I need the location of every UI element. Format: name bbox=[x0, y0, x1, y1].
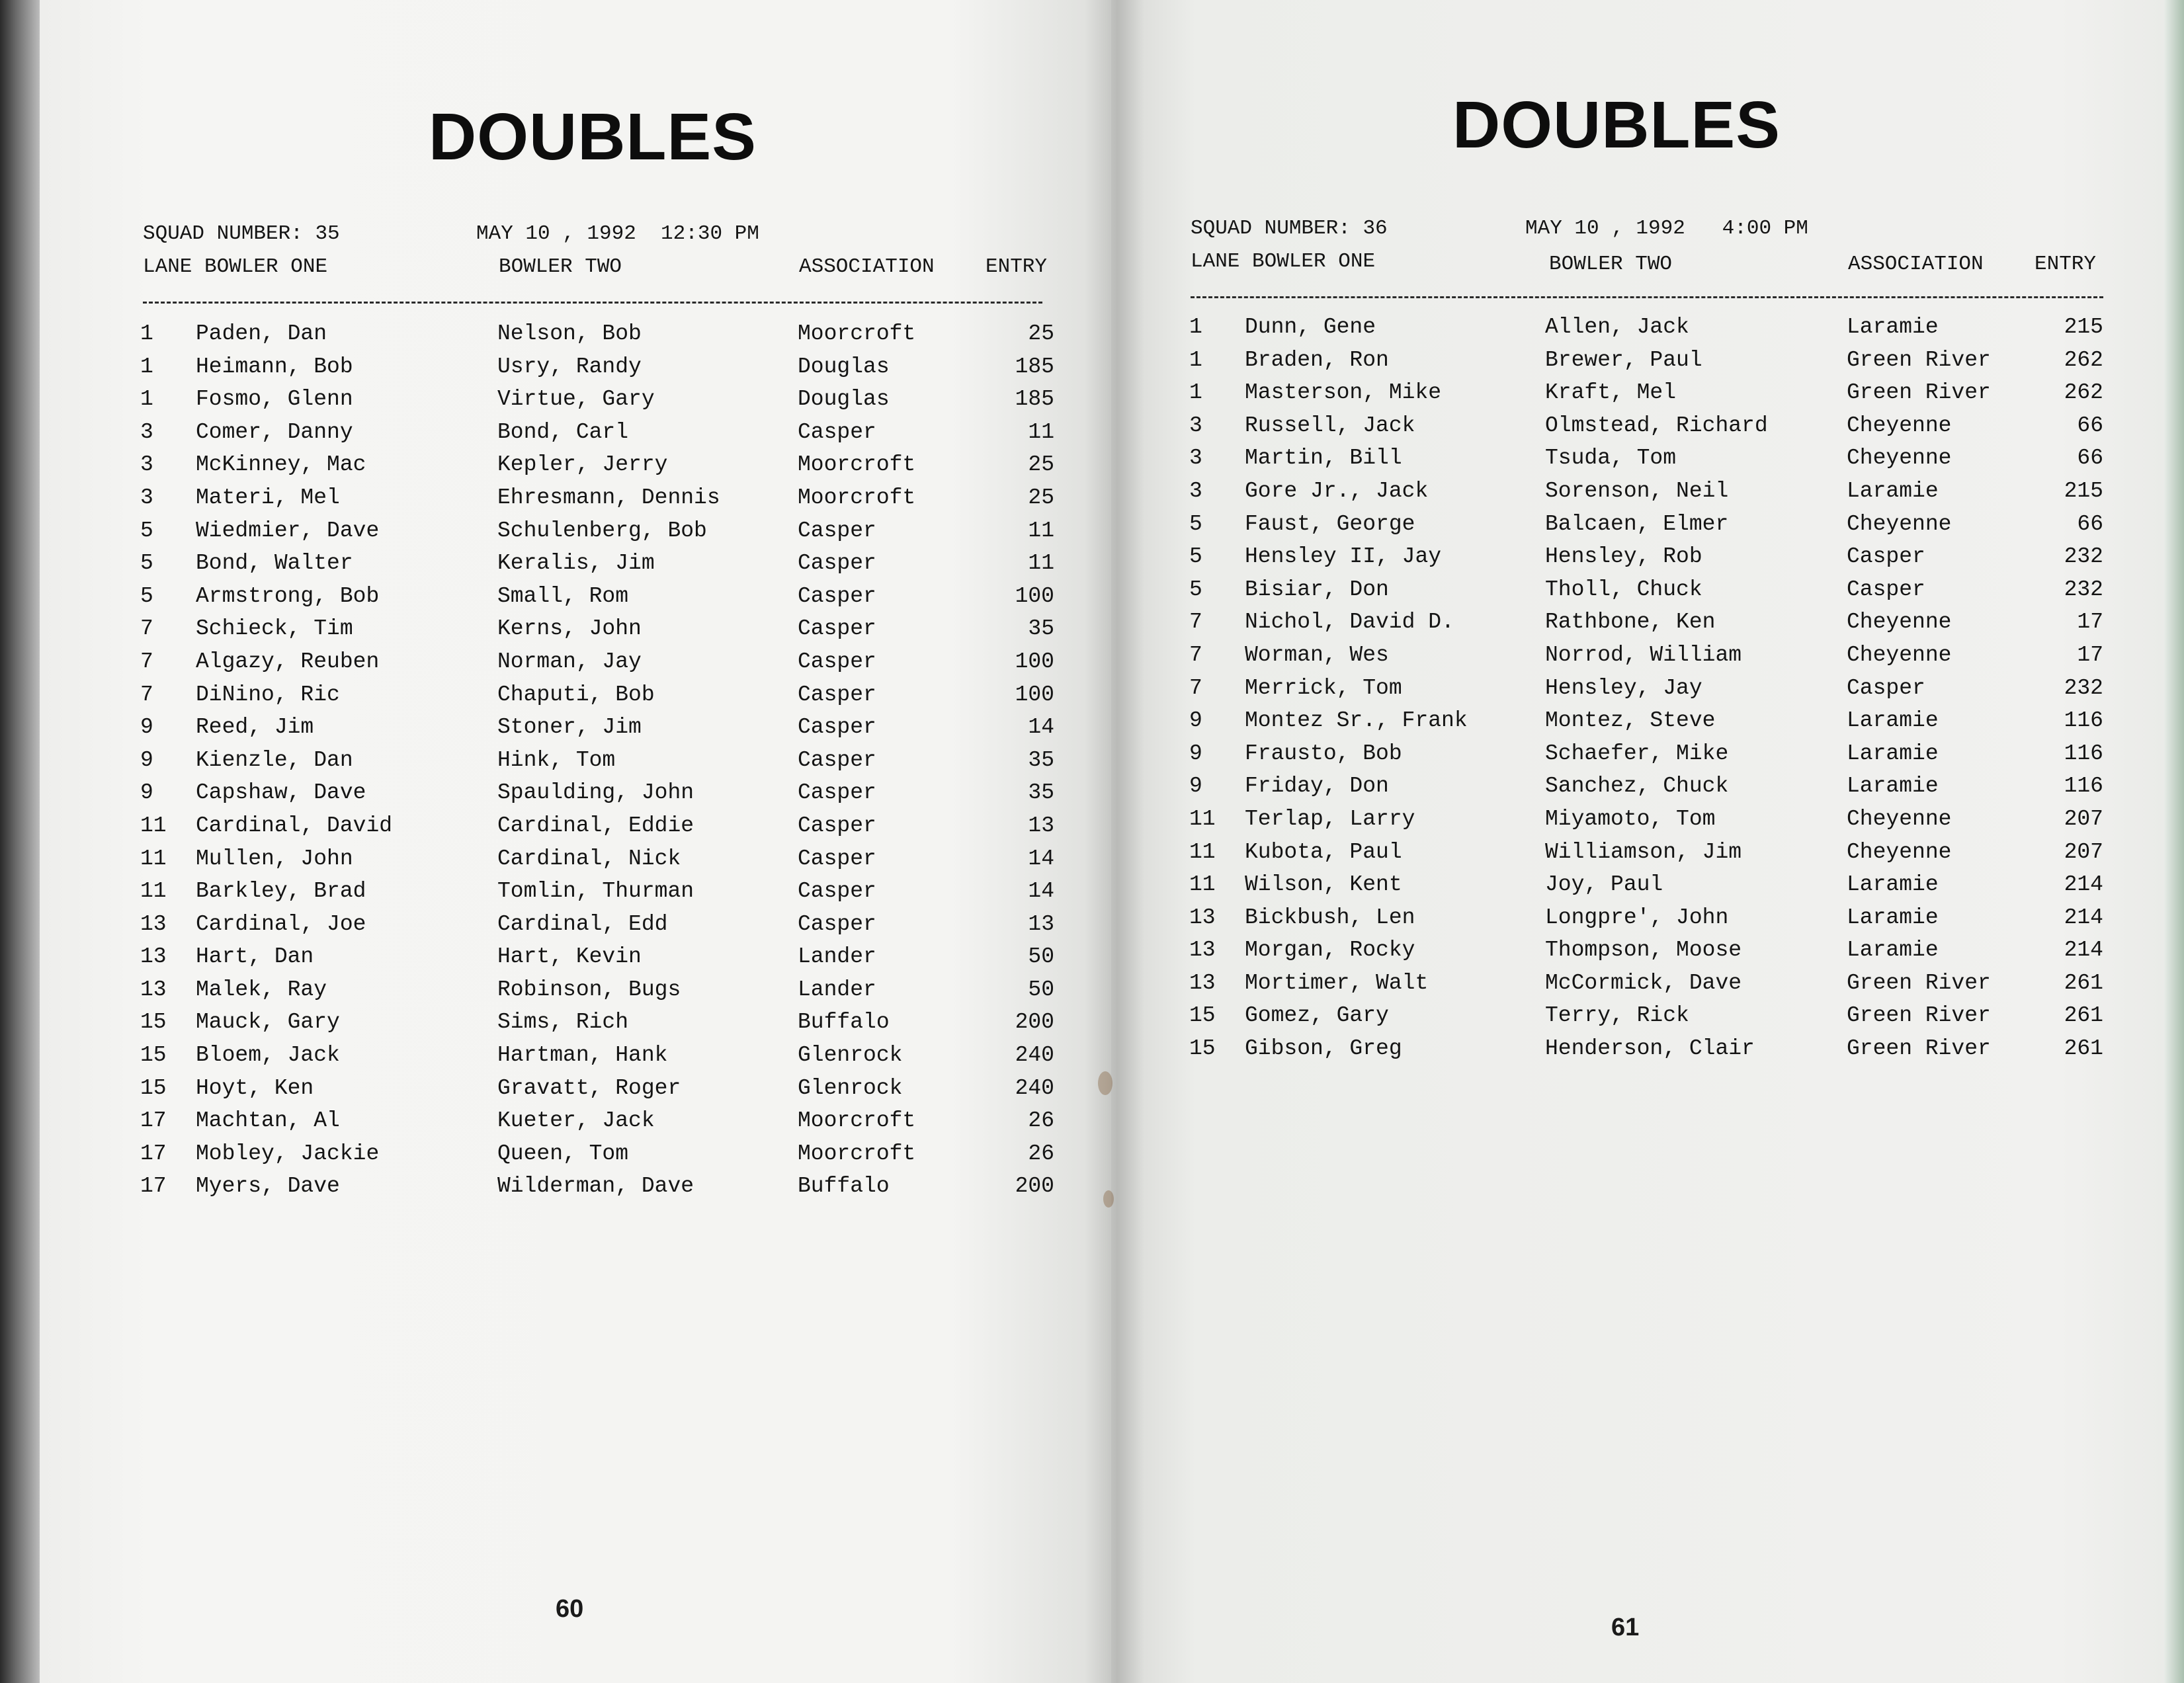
entry-cell: 214 bbox=[2064, 905, 2103, 930]
lane-cell: 3 bbox=[1189, 413, 1202, 438]
dashed-separator bbox=[143, 302, 1042, 304]
association-cell: Green River bbox=[1847, 1003, 1991, 1028]
entry-cell: 50 bbox=[1028, 944, 1054, 969]
entry-cell: 66 bbox=[2077, 413, 2103, 438]
lane-cell: 7 bbox=[140, 682, 153, 707]
entry-cell: 185 bbox=[1015, 387, 1054, 412]
entry-cell: 215 bbox=[2064, 478, 2103, 503]
column-header-lane-bowler-one: LANE BOWLER ONE bbox=[143, 255, 328, 278]
bowler-two-cell: Cardinal, Eddie bbox=[497, 813, 694, 838]
lane-cell: 11 bbox=[1189, 872, 1216, 897]
lane-cell: 13 bbox=[1189, 905, 1216, 930]
bowler-two-cell: Kepler, Jerry bbox=[497, 452, 668, 477]
bowler-one-cell: Bond, Walter bbox=[196, 551, 353, 576]
lane-cell: 5 bbox=[140, 518, 153, 543]
bowler-two-cell: Montez, Steve bbox=[1545, 708, 1716, 733]
bowler-two-cell: Keralis, Jim bbox=[497, 551, 655, 576]
association-cell: Casper bbox=[798, 715, 876, 740]
bowler-one-cell: Merrick, Tom bbox=[1245, 675, 1402, 700]
table-row bbox=[0, 446, 2184, 479]
entry-cell: 13 bbox=[1028, 911, 1054, 936]
table-row bbox=[0, 938, 2184, 971]
entry-cell: 26 bbox=[1028, 1141, 1054, 1166]
table-row bbox=[0, 512, 2184, 545]
association-cell: Laramie bbox=[1847, 872, 1939, 897]
bowler-one-cell: Malek, Ray bbox=[196, 977, 327, 1002]
lane-cell: 1 bbox=[140, 354, 153, 379]
association-cell: Casper bbox=[798, 419, 876, 444]
lane-cell: 11 bbox=[1189, 839, 1216, 864]
association-cell: Cheyenne bbox=[1847, 413, 1952, 438]
bowler-one-cell: McKinney, Mac bbox=[196, 452, 366, 477]
bowler-two-cell: Wilderman, Dave bbox=[497, 1174, 694, 1199]
lane-cell: 13 bbox=[140, 944, 167, 969]
bowler-one-cell: Montez Sr., Frank bbox=[1245, 708, 1468, 733]
bowler-two-cell: Sorenson, Neil bbox=[1545, 478, 1729, 503]
association-cell: Moorcroft bbox=[798, 1108, 916, 1133]
entry-cell: 200 bbox=[1015, 1010, 1054, 1035]
entry-cell: 25 bbox=[1028, 321, 1054, 346]
bowler-two-cell: Longpre', John bbox=[1545, 905, 1729, 930]
table-row bbox=[0, 1108, 1111, 1141]
lane-cell: 1 bbox=[1189, 347, 1202, 372]
lane-cell: 15 bbox=[1189, 1003, 1216, 1028]
table-row bbox=[0, 708, 2184, 741]
bowler-one-cell: Reed, Jim bbox=[196, 715, 314, 740]
entry-cell: 214 bbox=[2064, 938, 2103, 963]
bowler-two-cell: Queen, Tom bbox=[497, 1141, 629, 1166]
table-row bbox=[0, 774, 2184, 807]
entry-cell: 185 bbox=[1015, 354, 1054, 379]
table-row bbox=[0, 1174, 1111, 1207]
association-cell: Green River bbox=[1847, 347, 1991, 372]
association-cell: Casper bbox=[798, 649, 876, 674]
entry-cell: 261 bbox=[2064, 970, 2103, 995]
bowler-two-cell: Hink, Tom bbox=[497, 747, 616, 772]
association-cell: Douglas bbox=[798, 354, 890, 379]
column-header-bowler-two: BOWLER TWO bbox=[1549, 253, 1673, 276]
squad-number: SQUAD NUMBER: 36 bbox=[1191, 217, 1388, 240]
association-cell: Laramie bbox=[1847, 774, 1939, 799]
bowler-two-cell: Terry, Rick bbox=[1545, 1003, 1689, 1028]
bowler-one-cell: Gore Jr., Jack bbox=[1245, 478, 1429, 503]
lane-cell: 11 bbox=[1189, 806, 1216, 831]
association-cell: Douglas bbox=[798, 387, 890, 412]
association-cell: Casper bbox=[798, 583, 876, 608]
bowler-two-cell: Sims, Rich bbox=[497, 1010, 629, 1035]
entry-cell: 100 bbox=[1015, 583, 1054, 608]
bowler-two-cell: Allen, Jack bbox=[1545, 315, 1689, 339]
table-row bbox=[0, 905, 2184, 938]
association-cell: Casper bbox=[798, 747, 876, 772]
bowler-two-cell: Sanchez, Chuck bbox=[1545, 774, 1729, 799]
association-cell: Cheyenne bbox=[1847, 446, 1952, 471]
table-row bbox=[0, 544, 2184, 577]
lane-cell: 15 bbox=[140, 1075, 167, 1100]
bowler-one-cell: Kubota, Paul bbox=[1245, 839, 1402, 864]
bowler-two-cell: Cardinal, Nick bbox=[497, 846, 681, 871]
lane-cell: 1 bbox=[1189, 315, 1202, 339]
association-cell: Laramie bbox=[1847, 938, 1939, 963]
entry-cell: 26 bbox=[1028, 1108, 1054, 1133]
lane-cell: 1 bbox=[1189, 380, 1202, 405]
lane-cell: 7 bbox=[140, 649, 153, 674]
association-cell: Lander bbox=[798, 977, 876, 1002]
lane-cell: 1 bbox=[140, 387, 153, 412]
bowler-one-cell: Mobley, Jackie bbox=[196, 1141, 380, 1166]
squad-datetime: MAY 10 , 1992 12:30 PM bbox=[476, 222, 759, 245]
bowler-one-cell: Masterson, Mike bbox=[1245, 380, 1442, 405]
bowler-two-cell: Hensley, Jay bbox=[1545, 675, 1702, 700]
bowler-two-cell: Cardinal, Edd bbox=[497, 911, 668, 936]
lane-cell: 7 bbox=[1189, 610, 1202, 635]
bowler-one-cell: Fosmo, Glenn bbox=[196, 387, 353, 412]
bowler-one-cell: Bloem, Jack bbox=[196, 1043, 340, 1068]
lane-cell: 9 bbox=[140, 715, 153, 740]
bowler-one-cell: DiNino, Ric bbox=[196, 682, 340, 707]
bowler-one-cell: Mortimer, Walt bbox=[1245, 970, 1429, 995]
association-cell: Green River bbox=[1847, 970, 1991, 995]
association-cell: Casper bbox=[1847, 544, 1925, 569]
lane-cell: 3 bbox=[140, 485, 153, 510]
page-number: 60 bbox=[556, 1595, 584, 1623]
association-cell: Buffalo bbox=[798, 1010, 890, 1035]
page-number: 61 bbox=[1611, 1614, 1640, 1641]
lane-cell: 9 bbox=[1189, 774, 1202, 799]
association-cell: Casper bbox=[798, 846, 876, 871]
association-cell: Cheyenne bbox=[1847, 511, 1952, 536]
bowler-two-cell: Small, Rom bbox=[497, 583, 629, 608]
table-row bbox=[0, 1003, 2184, 1036]
association-cell: Casper bbox=[1847, 577, 1925, 602]
association-cell: Moorcroft bbox=[798, 321, 916, 346]
bowler-two-cell: Tsuda, Tom bbox=[1545, 446, 1677, 471]
entry-cell: 14 bbox=[1028, 846, 1054, 871]
column-header-association: ASSOCIATION bbox=[799, 255, 935, 278]
association-cell: Lander bbox=[798, 944, 876, 969]
bowler-one-cell: Cardinal, Joe bbox=[196, 911, 366, 936]
bowler-two-cell: Kueter, Jack bbox=[497, 1108, 655, 1133]
table-row bbox=[0, 1076, 1111, 1109]
association-cell: Casper bbox=[798, 911, 876, 936]
bowler-one-cell: Capshaw, Dave bbox=[196, 780, 366, 805]
bowler-one-cell: Mauck, Gary bbox=[196, 1010, 340, 1035]
bowler-one-cell: Braden, Ron bbox=[1245, 347, 1389, 372]
association-cell: Casper bbox=[798, 813, 876, 838]
bowler-one-cell: Worman, Wes bbox=[1245, 642, 1389, 667]
entry-cell: 232 bbox=[2064, 544, 2103, 569]
bowler-one-cell: Mullen, John bbox=[196, 846, 353, 871]
bowler-one-cell: Materi, Mel bbox=[196, 485, 340, 510]
bowler-two-cell: McCormick, Dave bbox=[1545, 970, 1742, 995]
table-row bbox=[0, 971, 2184, 1004]
bowler-one-cell: Dunn, Gene bbox=[1245, 315, 1376, 339]
bowler-one-cell: Schieck, Tim bbox=[196, 616, 353, 641]
column-header-bowler-two: BOWLER TWO bbox=[499, 255, 622, 278]
lane-cell: 11 bbox=[140, 813, 167, 838]
bowler-two-cell: Norman, Jay bbox=[497, 649, 642, 674]
association-cell: Laramie bbox=[1847, 905, 1939, 930]
bowler-two-cell: Hartman, Hank bbox=[497, 1043, 668, 1068]
association-cell: Casper bbox=[798, 780, 876, 805]
entry-cell: 35 bbox=[1028, 780, 1054, 805]
bowler-two-cell: Nelson, Bob bbox=[497, 321, 642, 346]
column-header-entry: ENTRY bbox=[2035, 253, 2097, 276]
entry-cell: 261 bbox=[2064, 1003, 2103, 1028]
bowler-two-cell: Schulenberg, Bob bbox=[497, 518, 707, 543]
lane-cell: 3 bbox=[1189, 446, 1202, 471]
bowler-two-cell: Chaputi, Bob bbox=[497, 682, 655, 707]
entry-cell: 116 bbox=[2064, 741, 2103, 766]
lane-cell: 15 bbox=[140, 1043, 167, 1068]
bowler-one-cell: Faust, George bbox=[1245, 511, 1415, 536]
lane-cell: 3 bbox=[1189, 478, 1202, 503]
bowler-one-cell: Gomez, Gary bbox=[1245, 1003, 1389, 1028]
lane-cell: 5 bbox=[1189, 577, 1202, 602]
entry-cell: 214 bbox=[2064, 872, 2103, 897]
entry-cell: 232 bbox=[2064, 577, 2103, 602]
association-cell: Cheyenne bbox=[1847, 642, 1952, 667]
table-row bbox=[0, 807, 2184, 840]
bowler-two-cell: Tholl, Chuck bbox=[1545, 577, 1702, 602]
bowler-one-cell: Frausto, Bob bbox=[1245, 741, 1402, 766]
bowler-one-cell: Gibson, Greg bbox=[1245, 1036, 1402, 1061]
bowler-two-cell: Spaulding, John bbox=[497, 780, 694, 805]
entry-cell: 240 bbox=[1015, 1075, 1054, 1100]
lane-cell: 9 bbox=[1189, 708, 1202, 733]
lane-cell: 1 bbox=[140, 321, 153, 346]
bowler-two-cell: Gravatt, Roger bbox=[497, 1075, 681, 1100]
bowler-one-cell: Wilson, Kent bbox=[1245, 872, 1402, 897]
bowler-one-cell: Morgan, Rocky bbox=[1245, 938, 1415, 963]
bowler-two-cell: Brewer, Paul bbox=[1545, 347, 1702, 372]
association-cell: Laramie bbox=[1847, 478, 1939, 503]
bowler-two-cell: Williamson, Jim bbox=[1545, 839, 1742, 864]
table-row bbox=[0, 479, 2184, 512]
bowler-one-cell: Comer, Danny bbox=[196, 419, 353, 444]
entry-cell: 13 bbox=[1028, 813, 1054, 838]
bowler-two-cell: Usry, Randy bbox=[497, 354, 642, 379]
squad-datetime: MAY 10 , 1992 4:00 PM bbox=[1525, 217, 1808, 240]
page-title: DOUBLES bbox=[429, 100, 757, 174]
association-cell: Moorcroft bbox=[798, 1141, 916, 1166]
bowler-two-cell: Hart, Kevin bbox=[497, 944, 642, 969]
association-cell: Laramie bbox=[1847, 315, 1939, 339]
lane-cell: 13 bbox=[140, 911, 167, 936]
lane-cell: 13 bbox=[1189, 970, 1216, 995]
bowler-one-cell: Cardinal, David bbox=[196, 813, 393, 838]
bowler-two-cell: Tomlin, Thurman bbox=[497, 879, 694, 904]
association-cell: Casper bbox=[798, 879, 876, 904]
bowler-one-cell: Bisiar, Don bbox=[1245, 577, 1389, 602]
table-row bbox=[0, 741, 2184, 774]
page-title: DOUBLES bbox=[1452, 88, 1781, 162]
association-cell: Green River bbox=[1847, 380, 1991, 405]
table-row bbox=[0, 577, 2184, 610]
table-row bbox=[0, 380, 2184, 413]
entry-cell: 14 bbox=[1028, 715, 1054, 740]
association-cell: Cheyenne bbox=[1847, 839, 1952, 864]
bowler-one-cell: Algazy, Reuben bbox=[196, 649, 380, 674]
table-row bbox=[0, 840, 2184, 873]
entry-cell: 25 bbox=[1028, 452, 1054, 477]
bowler-two-cell: Henderson, Clair bbox=[1545, 1036, 1755, 1061]
entry-cell: 200 bbox=[1015, 1174, 1054, 1199]
entry-cell: 207 bbox=[2064, 806, 2103, 831]
association-cell: Glenrock bbox=[798, 1075, 903, 1100]
bowler-two-cell: Robinson, Bugs bbox=[497, 977, 681, 1002]
bowler-two-cell: Virtue, Gary bbox=[497, 387, 655, 412]
association-cell: Laramie bbox=[1847, 741, 1939, 766]
lane-cell: 5 bbox=[1189, 511, 1202, 536]
bowler-two-cell: Rathbone, Ken bbox=[1545, 610, 1716, 635]
association-cell: Casper bbox=[798, 616, 876, 641]
entry-cell: 116 bbox=[2064, 774, 2103, 799]
bowler-one-cell: Paden, Dan bbox=[196, 321, 327, 346]
lane-cell: 15 bbox=[140, 1010, 167, 1035]
bowler-two-cell: Joy, Paul bbox=[1545, 872, 1663, 897]
entry-cell: 262 bbox=[2064, 347, 2103, 372]
entry-cell: 17 bbox=[2077, 610, 2103, 635]
bowler-one-cell: Bickbush, Len bbox=[1245, 905, 1415, 930]
bowler-two-cell: Stoner, Jim bbox=[497, 715, 642, 740]
association-cell: Casper bbox=[798, 518, 876, 543]
bowler-two-cell: Kerns, John bbox=[497, 616, 642, 641]
bowler-two-cell: Thompson, Moose bbox=[1545, 938, 1742, 963]
association-cell: Cheyenne bbox=[1847, 610, 1952, 635]
column-header-association: ASSOCIATION bbox=[1848, 253, 1984, 276]
entry-cell: 66 bbox=[2077, 446, 2103, 471]
association-cell: Moorcroft bbox=[798, 485, 916, 510]
bowler-one-cell: Hensley II, Jay bbox=[1245, 544, 1442, 569]
lane-cell: 9 bbox=[1189, 741, 1202, 766]
entry-cell: 11 bbox=[1028, 551, 1054, 576]
column-header-entry: ENTRY bbox=[986, 255, 1048, 278]
lane-cell: 13 bbox=[140, 977, 167, 1002]
entry-cell: 11 bbox=[1028, 419, 1054, 444]
entry-cell: 207 bbox=[2064, 839, 2103, 864]
entry-cell: 25 bbox=[1028, 485, 1054, 510]
lane-cell: 5 bbox=[1189, 544, 1202, 569]
bowler-one-cell: Hart, Dan bbox=[196, 944, 314, 969]
table-row bbox=[0, 315, 2184, 348]
bowler-one-cell: Myers, Dave bbox=[196, 1174, 340, 1199]
bowler-one-cell: Armstrong, Bob bbox=[196, 583, 380, 608]
bowler-one-cell: Wiedmier, Dave bbox=[196, 518, 380, 543]
lane-cell: 5 bbox=[140, 583, 153, 608]
bowler-two-cell: Bond, Carl bbox=[497, 419, 629, 444]
bowler-two-cell: Balcaen, Elmer bbox=[1545, 511, 1729, 536]
bowler-one-cell: Heimann, Bob bbox=[196, 354, 353, 379]
bowler-one-cell: Kienzle, Dan bbox=[196, 747, 353, 772]
bowler-two-cell: Norrod, William bbox=[1545, 642, 1742, 667]
entry-cell: 66 bbox=[2077, 511, 2103, 536]
table-row bbox=[0, 676, 2184, 709]
entry-cell: 35 bbox=[1028, 747, 1054, 772]
lane-cell: 17 bbox=[140, 1141, 167, 1166]
association-cell: Laramie bbox=[1847, 708, 1939, 733]
bowler-two-cell: Schaefer, Mike bbox=[1545, 741, 1729, 766]
entry-cell: 240 bbox=[1015, 1043, 1054, 1068]
entry-cell: 262 bbox=[2064, 380, 2103, 405]
bowler-two-cell: Miyamoto, Tom bbox=[1545, 806, 1716, 831]
table-row bbox=[0, 348, 2184, 381]
association-cell: Moorcroft bbox=[798, 452, 916, 477]
bowler-one-cell: Machtan, Al bbox=[196, 1108, 340, 1133]
entry-cell: 11 bbox=[1028, 518, 1054, 543]
association-cell: Casper bbox=[798, 551, 876, 576]
column-header-lane-bowler-one: LANE BOWLER ONE bbox=[1191, 250, 1376, 273]
bowler-one-cell: Russell, Jack bbox=[1245, 413, 1415, 438]
bowler-one-cell: Martin, Bill bbox=[1245, 446, 1402, 471]
squad-number: SQUAD NUMBER: 35 bbox=[143, 222, 340, 245]
bowler-two-cell: Ehresmann, Dennis bbox=[497, 485, 720, 510]
entry-cell: 215 bbox=[2064, 315, 2103, 339]
bowler-two-cell: Olmstead, Richard bbox=[1545, 413, 1768, 438]
lane-cell: 9 bbox=[140, 780, 153, 805]
lane-cell: 3 bbox=[140, 452, 153, 477]
lane-cell: 11 bbox=[140, 846, 167, 871]
lane-cell: 15 bbox=[1189, 1036, 1216, 1061]
entry-cell: 17 bbox=[2077, 642, 2103, 667]
lane-cell: 7 bbox=[1189, 675, 1202, 700]
association-cell: Green River bbox=[1847, 1036, 1991, 1061]
bowler-one-cell: Friday, Don bbox=[1245, 774, 1389, 799]
lane-cell: 7 bbox=[140, 616, 153, 641]
entry-cell: 35 bbox=[1028, 616, 1054, 641]
entry-cell: 50 bbox=[1028, 977, 1054, 1002]
table-row bbox=[0, 872, 2184, 905]
lane-cell: 5 bbox=[140, 551, 153, 576]
table-row bbox=[0, 1141, 1111, 1174]
bowler-two-cell: Hensley, Rob bbox=[1545, 544, 1702, 569]
bowler-one-cell: Hoyt, Ken bbox=[196, 1075, 314, 1100]
entry-cell: 116 bbox=[2064, 708, 2103, 733]
lane-cell: 7 bbox=[1189, 642, 1202, 667]
lane-cell: 17 bbox=[140, 1108, 167, 1133]
table-row bbox=[0, 413, 2184, 446]
association-cell: Cheyenne bbox=[1847, 806, 1952, 831]
association-cell: Glenrock bbox=[798, 1043, 903, 1068]
entry-cell: 100 bbox=[1015, 682, 1054, 707]
entry-cell: 100 bbox=[1015, 649, 1054, 674]
bowler-two-cell: Kraft, Mel bbox=[1545, 380, 1677, 405]
association-cell: Buffalo bbox=[798, 1174, 890, 1199]
association-cell: Casper bbox=[1847, 675, 1925, 700]
lane-cell: 3 bbox=[140, 419, 153, 444]
dashed-separator bbox=[1191, 296, 2103, 298]
lane-cell: 17 bbox=[140, 1174, 167, 1199]
table-body bbox=[0, 315, 2184, 1069]
entry-cell: 261 bbox=[2064, 1036, 2103, 1061]
entry-cell: 14 bbox=[1028, 879, 1054, 904]
bowler-one-cell: Terlap, Larry bbox=[1245, 806, 1415, 831]
lane-cell: 11 bbox=[140, 879, 167, 904]
lane-cell: 13 bbox=[1189, 938, 1216, 963]
table-row bbox=[0, 643, 2184, 676]
lane-cell: 9 bbox=[140, 747, 153, 772]
table-row bbox=[0, 1036, 2184, 1069]
table-row bbox=[0, 610, 2184, 643]
bowler-one-cell: Nichol, David D. bbox=[1245, 610, 1454, 635]
entry-cell: 232 bbox=[2064, 675, 2103, 700]
bowler-one-cell: Barkley, Brad bbox=[196, 879, 366, 904]
association-cell: Casper bbox=[798, 682, 876, 707]
